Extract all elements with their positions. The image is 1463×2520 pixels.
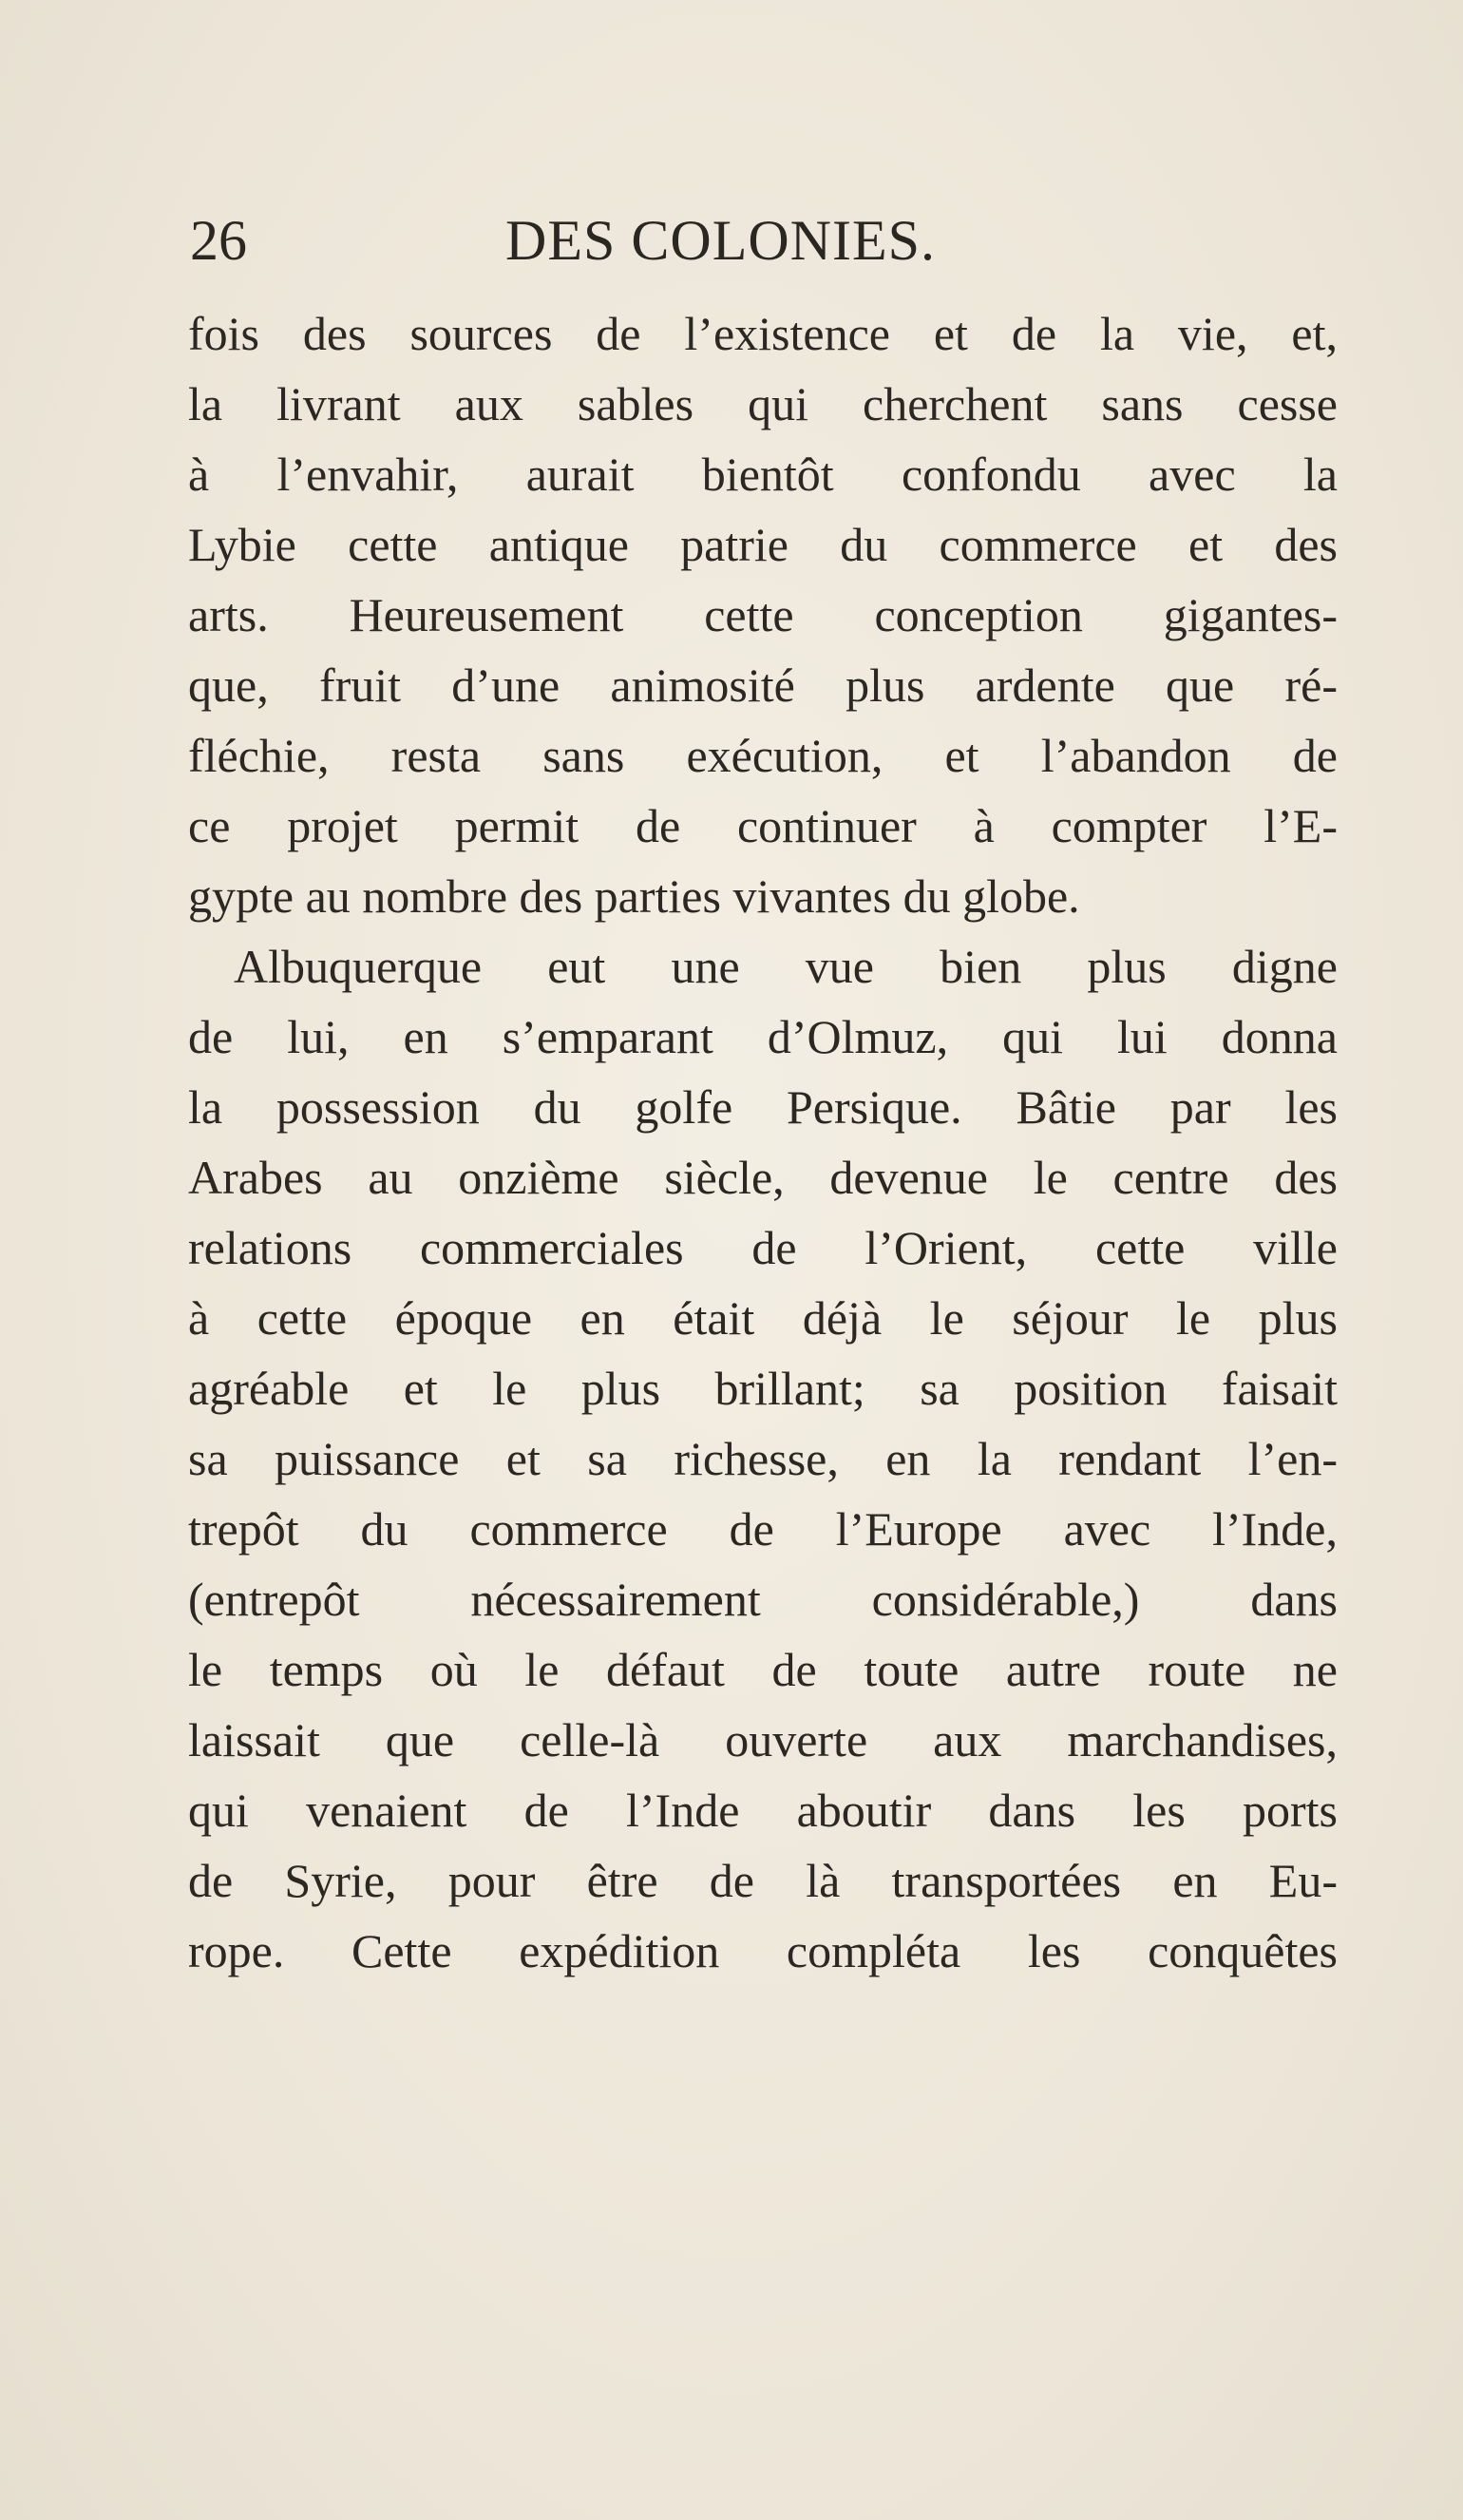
text-line: de lui, en s’emparant d’Olmuz, qui lui donna (188, 1010, 1338, 1063)
running-head (190, 207, 1349, 274)
text-line: trepôt du commerce de l’Europe avec l’Inde, (188, 1502, 1338, 1556)
text-line: sa puissance et sa richesse, en la rendant l’en- (188, 1432, 1338, 1485)
text-line: gypte au nombre des parties vivantes du globe. (188, 869, 1080, 923)
text-line: rope. Cette expédition compléta les conquêtes (188, 1924, 1338, 1977)
text-line: ce projet permit de continuer à compter l’E- (188, 799, 1338, 852)
text-line: relations commerciales de l’Orient, cette ville (188, 1221, 1338, 1274)
paragraph-start-line: Albuquerque eut une vue bien plus digne (234, 940, 1338, 993)
page-number: 26 (190, 209, 247, 272)
running-title: DES COLONIES. (505, 209, 937, 272)
text-line: de Syrie, pour être de là transportées en Eu- (188, 1854, 1338, 1907)
text-line: à l’envahir, aurait bientôt confondu avec la (188, 448, 1338, 501)
text-line: agréable et le plus brillant; sa position faisait (188, 1362, 1338, 1415)
body-text (188, 298, 1338, 1986)
text-line: fléchie, resta sans exécution, et l’abandon de (188, 729, 1338, 782)
text-line: laissait que celle-là ouverte aux marchandises, (188, 1713, 1338, 1766)
text-line: à cette époque en était déjà le séjour le plus (188, 1291, 1338, 1345)
text-line: (entrepôt nécessairement considérable,) dans (188, 1573, 1338, 1626)
text-line: que, fruit d’une animosité plus ardente que ré- (188, 659, 1338, 712)
text-line: le temps où le défaut de toute autre route ne (188, 1643, 1338, 1696)
text-line: Arabes au onzième siècle, devenue le centre des (188, 1151, 1338, 1204)
text-line: Lybie cette antique patrie du commerce et des (188, 518, 1338, 571)
text-line: la livrant aux sables qui cherchent sans cesse (188, 377, 1338, 430)
text-line: qui venaient de l’Inde aboutir dans les ports (188, 1784, 1338, 1837)
text-line: fois des sources de l’existence et de la vie, et, (188, 307, 1338, 360)
text-line: la possession du golfe Persique. Bâtie par les (188, 1080, 1338, 1134)
text-line: arts. Heureusement cette conception gigantes- (188, 588, 1338, 641)
